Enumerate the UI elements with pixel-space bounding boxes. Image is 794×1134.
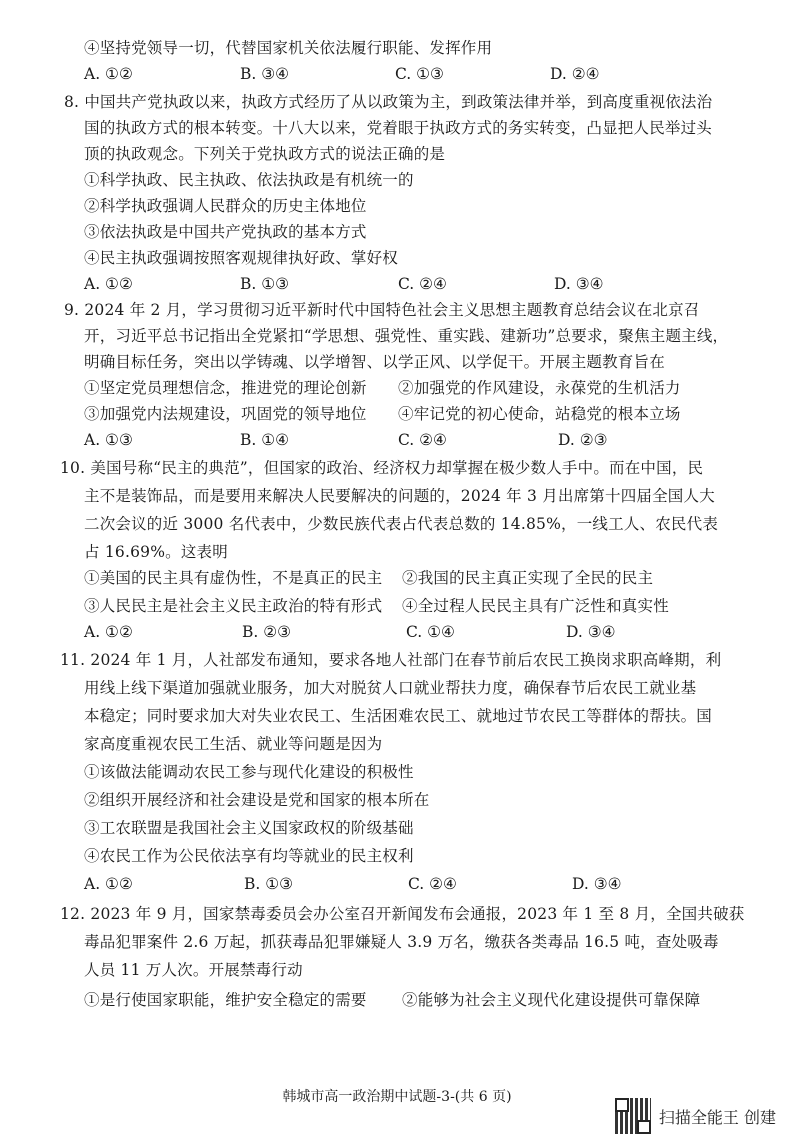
q10-stem-line-4: 占 16.69%。这表明 [84,543,228,561]
q8-statement-4: ④民主执政强调按照客观规律执好政、掌好权 [84,249,399,267]
q11-option-a: A. ①② [84,875,133,893]
q8-option-c: C. ②④ [398,275,447,293]
q8-option-b: B. ①③ [240,275,290,293]
q11-statement-3: ③工农联盟是我国社会主义国家政权的阶级基础 [84,819,414,837]
q10-option-b: B. ②③ [242,623,292,641]
q8-statement-1: ①科学执政、民主执政、依法执政是有机统一的 [84,171,414,189]
q9-statement-1: ①坚定党员理想信念，推进党的理论创新 [84,379,367,397]
q10-statement-1: ①美国的民主具有虚伪性，不是真正的民主 [84,569,383,587]
q11-stem-line-4: 家高度重视农民工生活、就业等问题是因为 [84,735,383,753]
q9-option-b: B. ①④ [240,431,290,449]
q11-option-b: B. ①③ [244,875,294,893]
watermark-text: 扫描全能王 创建 [658,1107,776,1127]
q12-stem-line-3: 人员 11 万人次。开展禁毒行动 [84,961,303,979]
q9-option-a: A. ①③ [84,431,133,449]
q10-statement-2: ②我国的民主真正实现了全民的民主 [402,569,654,587]
q9-stem-line-2: 开，习近平总书记指出全党紧扣“学思想、强党性、重实践、建新功”总要求，聚焦主题主线， [84,327,729,345]
q10-option-c: C. ①④ [406,623,455,641]
q10-option-d: D. ③④ [566,623,616,641]
q7-option-b: B. ③④ [240,65,290,83]
q11-stem-line-1: 11. 2024 年 1 月，人社部发布通知，要求各地人社部门在春节前后农民工换岗求职高峰期，利 [60,651,722,669]
q12-stem-line-1: 12. 2023 年 9 月，国家禁毒委员会办公室召开新闻发布会通报，2023 年 1 至 8 月，全国共破获 [60,905,745,923]
q11-option-c: C. ②④ [408,875,457,893]
q11-stem-line-3: 本稳定；同时要求加大对失业农民工、生活困难农民工、就地过节农民工等群体的帮扶。国 [84,707,713,725]
q10-option-a: A. ①② [84,623,133,641]
q12-statement-2: ②能够为社会主义现代化建设提供可靠保障 [402,991,701,1009]
q9-statement-3: ③加强党内法规建设，巩固党的领导地位 [84,405,367,423]
q12-stem-line-2: 毒品犯罪案件 2.6 万起，抓获毒品犯罪嫌疑人 3.9 万名，缴获各类毒品 16.5 吨，查处吸毒 [84,933,719,951]
q9-statement-2: ②加强党的作风建设，永葆党的生机活力 [398,379,681,397]
q8-statement-2: ②科学执政强调人民群众的历史主体地位 [84,197,367,215]
q10-statement-3: ③人民民主是社会主义民主政治的特有形式 [84,597,383,615]
q7-statement-4: ④坚持党领导一切，代替国家机关依法履行职能、发挥作用 [84,39,493,57]
q9-option-d: D. ②③ [558,431,608,449]
q8-option-d: D. ③④ [554,275,604,293]
q8-statement-3: ③依法执政是中国共产党执政的基本方式 [84,223,367,241]
q10-stem-line-2: 主不是装饰品，而是要用来解决人民要解决的问题的，2024 年 3 月出席第十四届全国人大 [84,487,715,505]
q7-option-c: C. ①③ [395,65,444,83]
q12-statement-1: ①是行使国家职能，维护安全稳定的需要 [84,991,367,1009]
q9-statement-4: ④牢记党的初心使命，站稳党的根本立场 [398,405,681,423]
q10-stem-line-3: 二次会议的近 3000 名代表中，少数民族代表占代表总数的 14.85%，一线工人、农民代表 [84,515,719,533]
q9-stem-line-1: 9. 2024 年 2 月，学习贯彻习近平新时代中国特色社会主义思想主题教育总结会议在北京召 [64,301,700,319]
q8-option-a: A. ①② [84,275,133,293]
qr-code-icon [615,1098,651,1134]
q11-option-d: D. ③④ [572,875,622,893]
q10-stem-line-1: 10. 美国号称“民主的典范”，但国家的政治、经济权力却掌握在极少数人手中。而在中国，民 [60,459,704,477]
q8-stem-line-1: 8. 中国共产党执政以来，执政方式经历了从以政策为主，到政策法律并举，到高度重视依法治 [64,93,713,111]
q11-statement-2: ②组织开展经济和社会建设是党和国家的根本所在 [84,791,430,809]
q9-stem-line-3: 明确目标任务，突出以学铸魂、以学增智、以学正风、以学促干。开展主题教育旨在 [84,353,665,371]
q10-statement-4: ④全过程人民民主具有广泛性和真实性 [402,597,669,615]
page-footer: 韩城市高一政治期中试题-3-(共 6 页) [282,1089,512,1105]
q9-option-c: C. ②④ [398,431,447,449]
q8-stem-line-3: 顶的执政观念。下列关于党执政方式的说法正确的是 [84,145,446,163]
scanner-watermark [615,1098,776,1134]
q11-stem-line-2: 用线上线下渠道加强就业服务，加大对脱贫人口就业帮扶力度，确保春节后农民工就业基 [84,679,697,697]
q8-stem-line-2: 国的执政方式的根本转变。十八大以来，党着眼于执政方式的务实转变，凸显把人民举过头 [84,119,713,137]
q11-statement-1: ①该做法能调动农民工参与现代化建设的积极性 [84,763,414,781]
q7-option-a: A. ①② [84,65,133,83]
q7-option-d: D. ②④ [550,65,600,83]
q11-statement-4: ④农民工作为公民依法享有均等就业的民主权利 [84,847,414,865]
